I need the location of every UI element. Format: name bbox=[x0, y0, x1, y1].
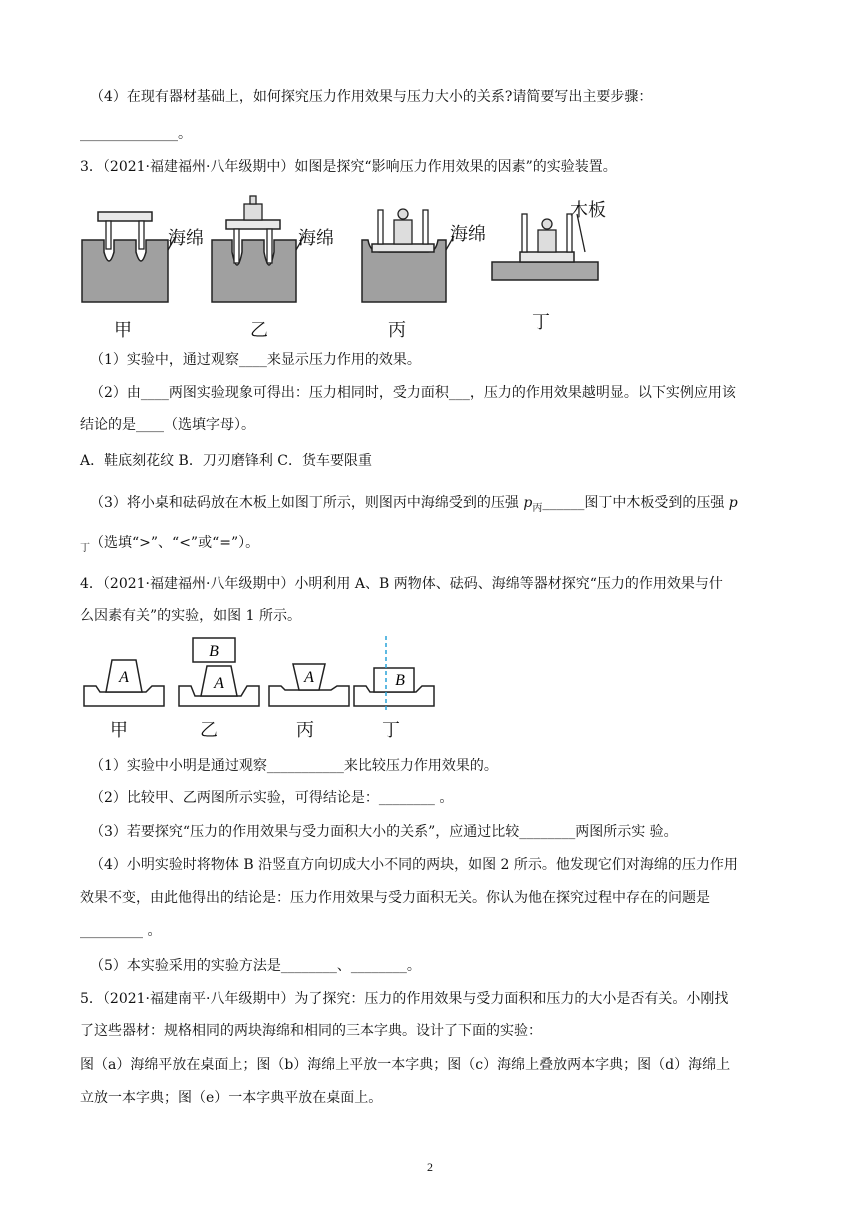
q5-title-a: 5．（2021·福建南平·八年级期中）为了探究：压力的作用效果与受力面积和压力的大小是否有关。小刚找 bbox=[80, 991, 729, 1007]
q3-sponge-label-jia: 海绵 bbox=[168, 228, 204, 249]
q4-part1: （1）实验中小明是通过观察___________来比较压力作用效果的。 bbox=[90, 758, 498, 774]
q3-p-sub-ding: 丁 bbox=[80, 542, 90, 554]
q3-part3a bbox=[90, 493, 800, 519]
page-number: 2 bbox=[427, 1160, 433, 1174]
q3-caption-yi: 乙 bbox=[250, 320, 268, 341]
q4-fig-jia bbox=[84, 660, 164, 706]
q3-caption-ding: 丁 bbox=[532, 312, 550, 333]
q4-figure bbox=[80, 634, 440, 714]
q4-title-b: 么因素有关”的实验，如图 1 所示。 bbox=[80, 608, 301, 624]
q3-part3a-pre: （3）将小桌和砝码放在木板上如图丁所示，则图丙中海绵受到的压强 bbox=[90, 495, 524, 511]
q3-caption-bing: 丙 bbox=[388, 320, 406, 341]
q3-part2b: 结论的是____（选填字母）。 bbox=[80, 417, 255, 433]
q3-sponge-label-yi: 海绵 bbox=[298, 228, 334, 249]
q3-part3b-rest: （选填“>”、“<”或“=”）。 bbox=[90, 535, 260, 551]
q4-fig-bing bbox=[269, 664, 349, 706]
q2-part4-blank: ______________。 bbox=[80, 126, 192, 142]
q3-fig-bing bbox=[362, 209, 454, 302]
q3-fig-ding bbox=[492, 214, 598, 280]
q4-block-a-yi: A bbox=[214, 675, 224, 692]
q4-block-a-jia: A bbox=[119, 669, 129, 686]
q3-fig-jia bbox=[82, 212, 176, 302]
q4-block-b-ding: B bbox=[395, 672, 405, 689]
q4-part2: （2）比较甲、乙两图所示实验，可得结论是：________ 。 bbox=[90, 790, 454, 806]
q4-part5: （5）本实验采用的实验方法是________、________。 bbox=[90, 958, 421, 974]
q4-part4c: _________ 。 bbox=[80, 923, 162, 939]
q3-caption-jia: 甲 bbox=[114, 320, 132, 341]
q3-part1: （1）实验中，通过观察____来显示压力作用的效果。 bbox=[90, 352, 421, 368]
q3-p-symbol: p bbox=[523, 495, 533, 511]
q4-caption-bing: 丙 bbox=[296, 720, 314, 741]
q4-caption-jia: 甲 bbox=[110, 720, 128, 741]
q3-fig-yi bbox=[212, 196, 304, 302]
q3-part3a-mid: ______图丁中木板受到的压强 bbox=[542, 495, 729, 511]
q4-part3: （3）若要探究“压力的作用效果与受力面积大小的关系”，应通过比较________两图所示实 验。 bbox=[90, 824, 678, 840]
q3-sponge-label-bing: 海绵 bbox=[450, 224, 486, 245]
q3-p-sub-bing: 丙 bbox=[532, 502, 543, 514]
q5-desc-b: 立放一本字典；图（e）一本字典平放在桌面上。 bbox=[80, 1090, 383, 1106]
q4-block-b-yi: B bbox=[209, 643, 219, 660]
q5-title-b: 了这些器材：规格相同的两块海绵和相同的三本字典。设计了下面的实验： bbox=[80, 1023, 542, 1039]
q4-part4a: （4）小明实验时将物体 B 沿竖直方向切成大小不同的两块，如图 2 所示。他发现它们对海绵的压力作用 bbox=[90, 857, 738, 873]
q4-title-a: 4．（2021·福建福州·八年级期中）小明利用 A、B 两物体、砝码、海绵等器材探究“压力的作用效果与什 bbox=[80, 576, 723, 592]
q5-desc-a: 图（a）海绵平放在桌面上；图（b）海绵上平放一本字典；图（c）海绵上叠放两本字典；图（d）海绵上 bbox=[80, 1057, 731, 1073]
q4-block-a-bing: A bbox=[304, 669, 314, 686]
q4-caption-yi: 乙 bbox=[200, 720, 218, 741]
q4-fig-ding bbox=[354, 636, 434, 710]
q4-part4b: 效果不变，由此他得出的结论是：压力作用效果与受力面积无关。你认为他在探究过程中存在的问题是 bbox=[80, 890, 710, 906]
q4-fig-yi bbox=[179, 638, 259, 706]
q4-caption-ding: 丁 bbox=[382, 720, 400, 741]
q3-wood-label: 木板 bbox=[570, 200, 606, 221]
q3-p-symbol-2: p bbox=[728, 495, 738, 511]
q3-title: 3．（2021·福建福州·八年级期中）如图是探究“影响压力作用效果的因素”的实验装置。 bbox=[80, 159, 617, 175]
q3-part2a: （2）由____两图实验现象可得出：压力相同时，受力面积___，压力的作用效果越明显。以下实例应用该 bbox=[90, 385, 736, 401]
q2-part4-text: （4）在现有器材基础上，如何探究压力作用效果与压力大小的关系?请简要写出主要步骤： bbox=[90, 89, 653, 105]
q3-part3b bbox=[80, 533, 800, 559]
q3-options: A．鞋底刻花纹 B．刀刃磨锋利 C．货车要限重 bbox=[80, 453, 373, 469]
